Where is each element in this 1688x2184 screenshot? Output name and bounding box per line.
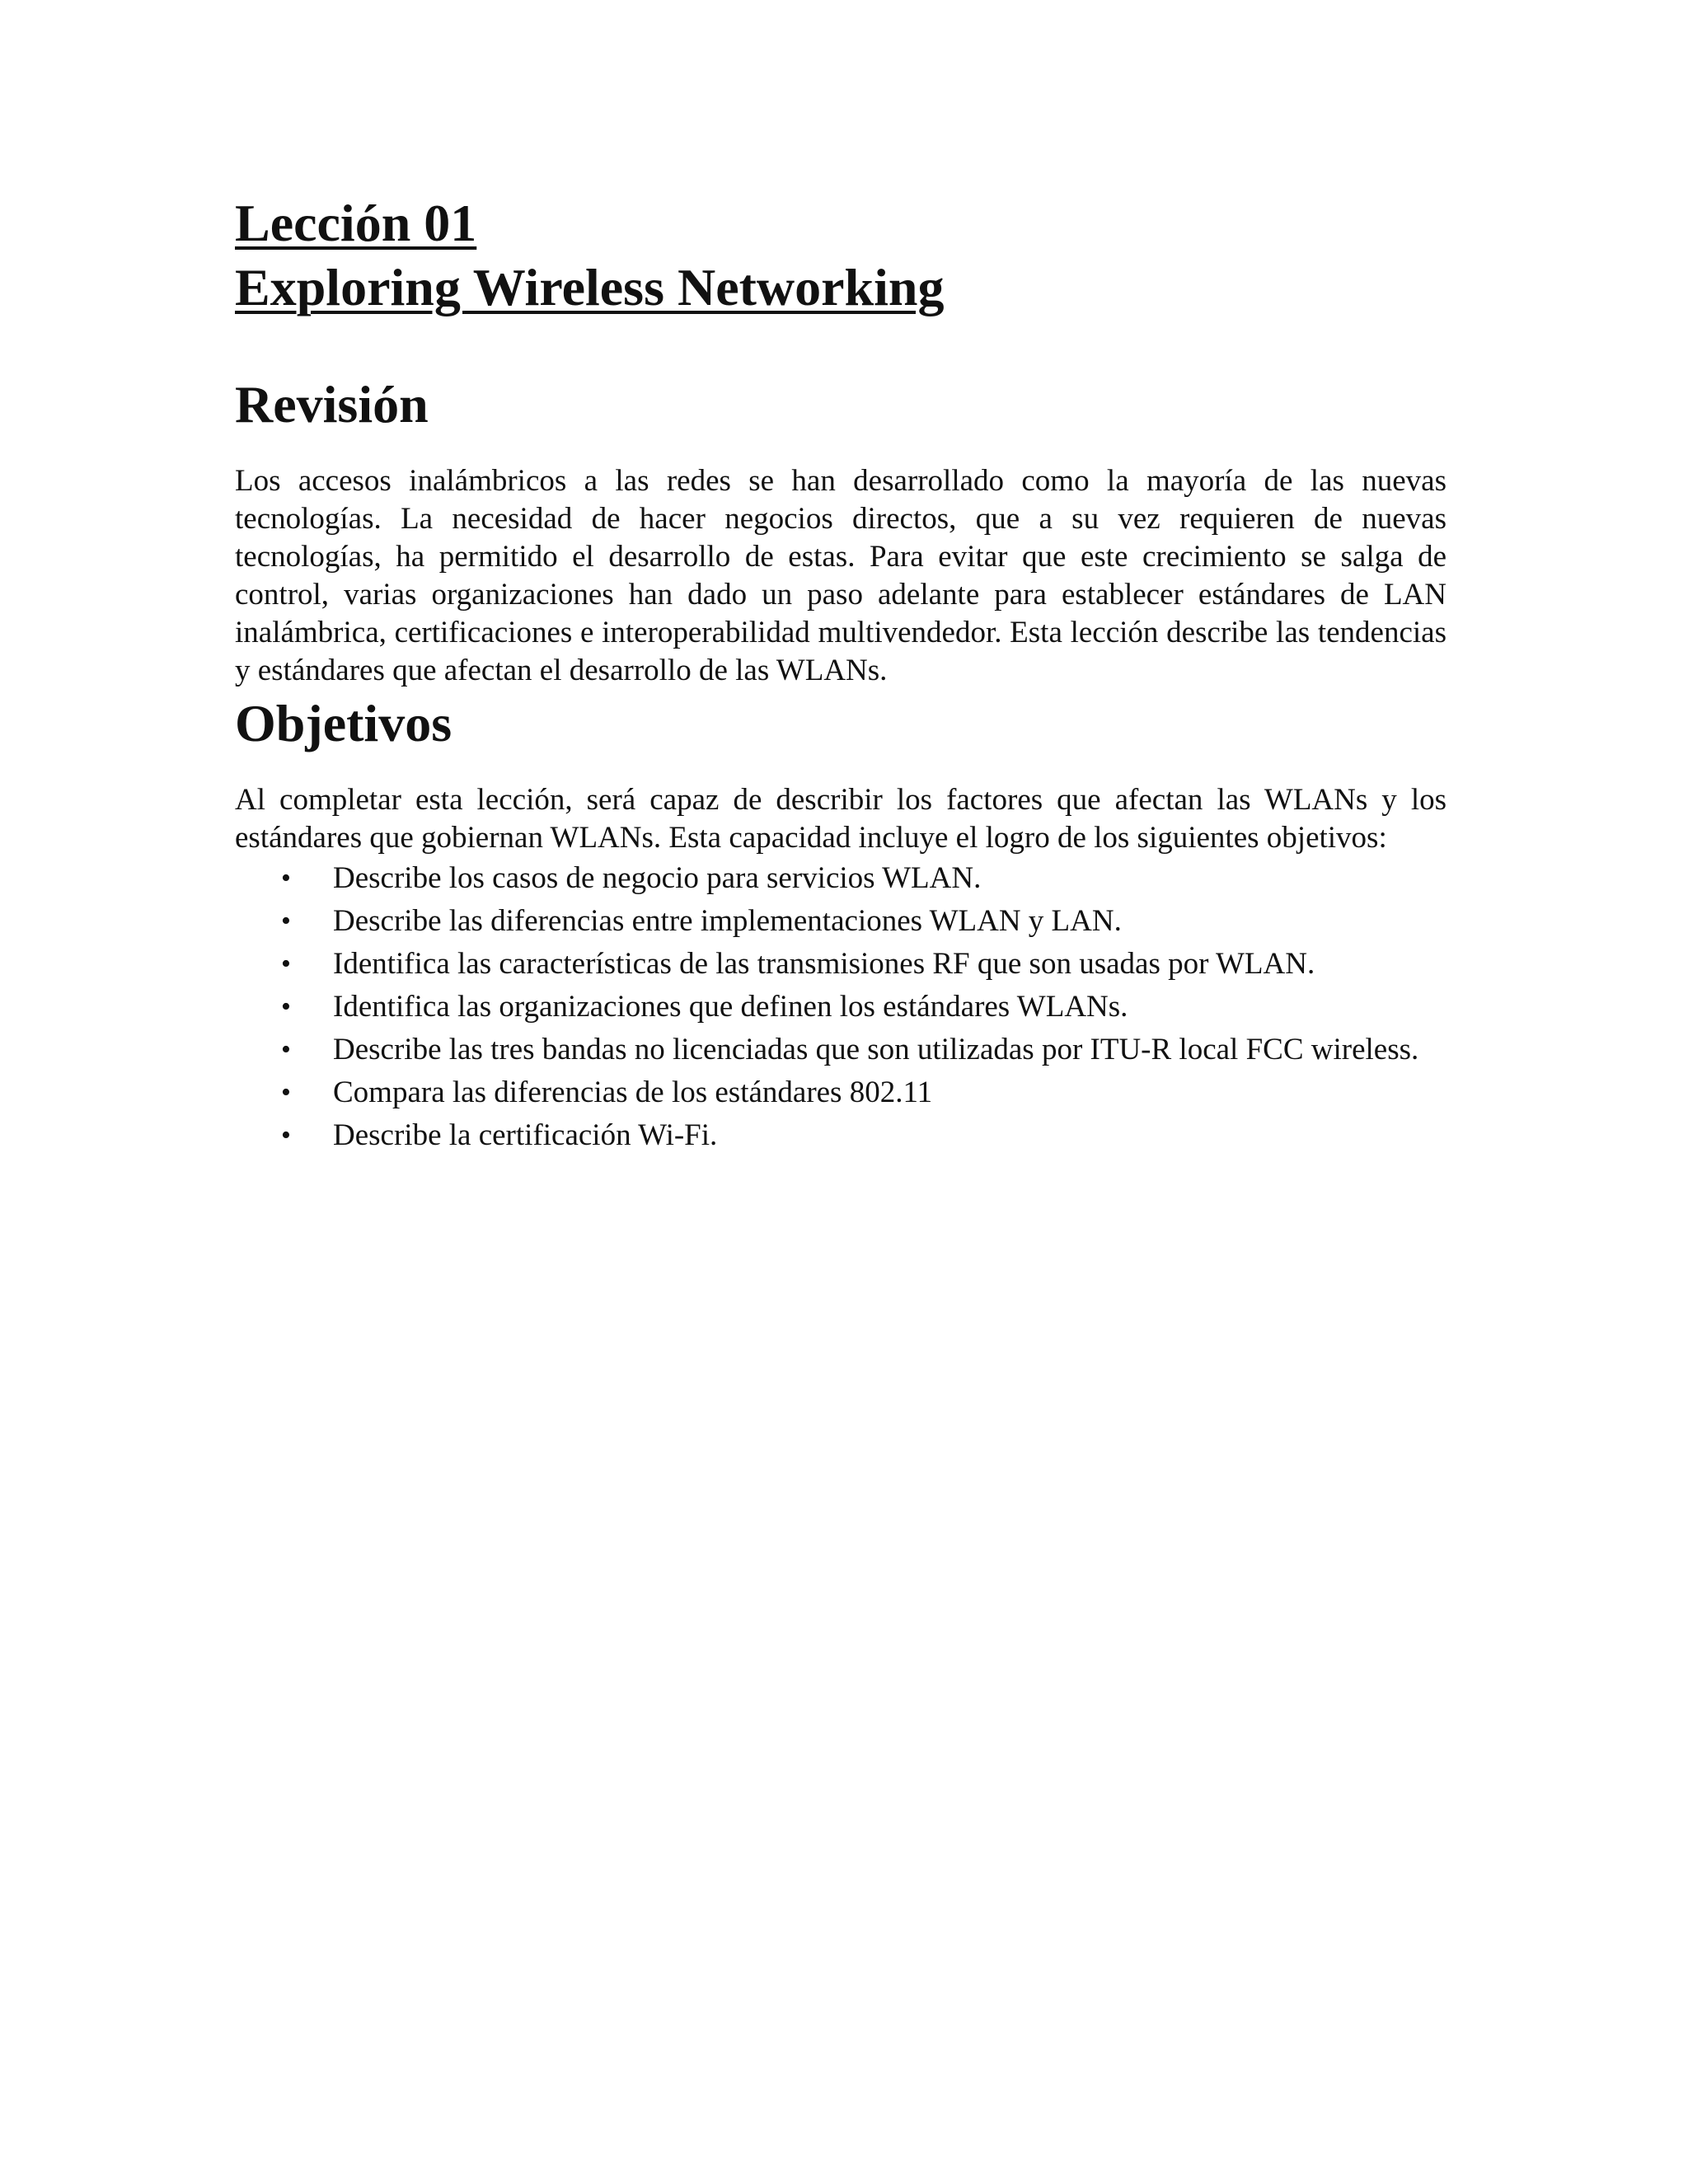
- bullet-icon: •: [281, 1077, 291, 1108]
- objective-item: [235, 1074, 1447, 1112]
- objective-item: [235, 1031, 1447, 1069]
- objective-text: Identifica las características de las transmisiones RF que son usadas por WLAN.: [333, 947, 1315, 981]
- objective-text: Describe la certificación Wi-Fi.: [333, 1118, 718, 1152]
- objectives-list: [235, 860, 1447, 1155]
- objective-text: Identifica las organizaciones que definen los estándares WLANs.: [333, 990, 1128, 1024]
- bullet-icon: •: [281, 1034, 291, 1065]
- objective-item: [235, 860, 1447, 898]
- objective-item: [235, 1117, 1447, 1155]
- bullet-icon: •: [281, 906, 291, 936]
- objective-item: [235, 902, 1447, 940]
- bullet-icon: •: [281, 1120, 291, 1151]
- lesson-number: Lección 01: [235, 194, 477, 252]
- lesson-title: Exploring Wireless Networking: [235, 258, 945, 316]
- objective-text: Describe las tres bandas no licenciadas que son utilizadas por ITU-R local FCC wireless.: [333, 1033, 1419, 1066]
- bullet-icon: •: [281, 949, 291, 979]
- bullet-icon: •: [281, 863, 291, 893]
- objective-text: Describe las diferencias entre implementaciones WLAN y LAN.: [333, 904, 1122, 938]
- document-page: [235, 191, 1447, 1160]
- objetivos-paragraph: Al completar esta lección, será capaz de describir los factores que afectan las WLANs y los estándares que gobiernan WLANs. Esta capacidad incluye el logro de los siguientes objetivos:: [235, 783, 1447, 855]
- objetivos-heading: Objetivos: [235, 694, 452, 752]
- bullet-icon: •: [281, 991, 291, 1022]
- revision-heading: Revisión: [235, 375, 429, 434]
- revision-paragraph: Los accesos inalámbricos a las redes se han desarrollado como la mayoría de las nuevas tecnologías. La necesidad de hacer negocios directos, que a su vez requieren de nuevas tecnologías, ha permitido el desarrollo de estas. Para evitar que este crecimiento se salga de control, varias organizaciones han dado un paso adelante para establecer estándares de LAN inalámbrica, certificaciones e interoperabilidad multivendedor. Esta lección describe las tendencias y estándares que afectan el desarrollo de las WLANs.: [235, 464, 1447, 687]
- objective-item: [235, 945, 1447, 983]
- objective-text: Describe los casos de negocio para servicios WLAN.: [333, 861, 982, 895]
- objective-item: [235, 988, 1447, 1026]
- document-title-block: [235, 191, 1447, 320]
- objective-text: Compara las diferencias de los estándares 802.11: [333, 1076, 933, 1109]
